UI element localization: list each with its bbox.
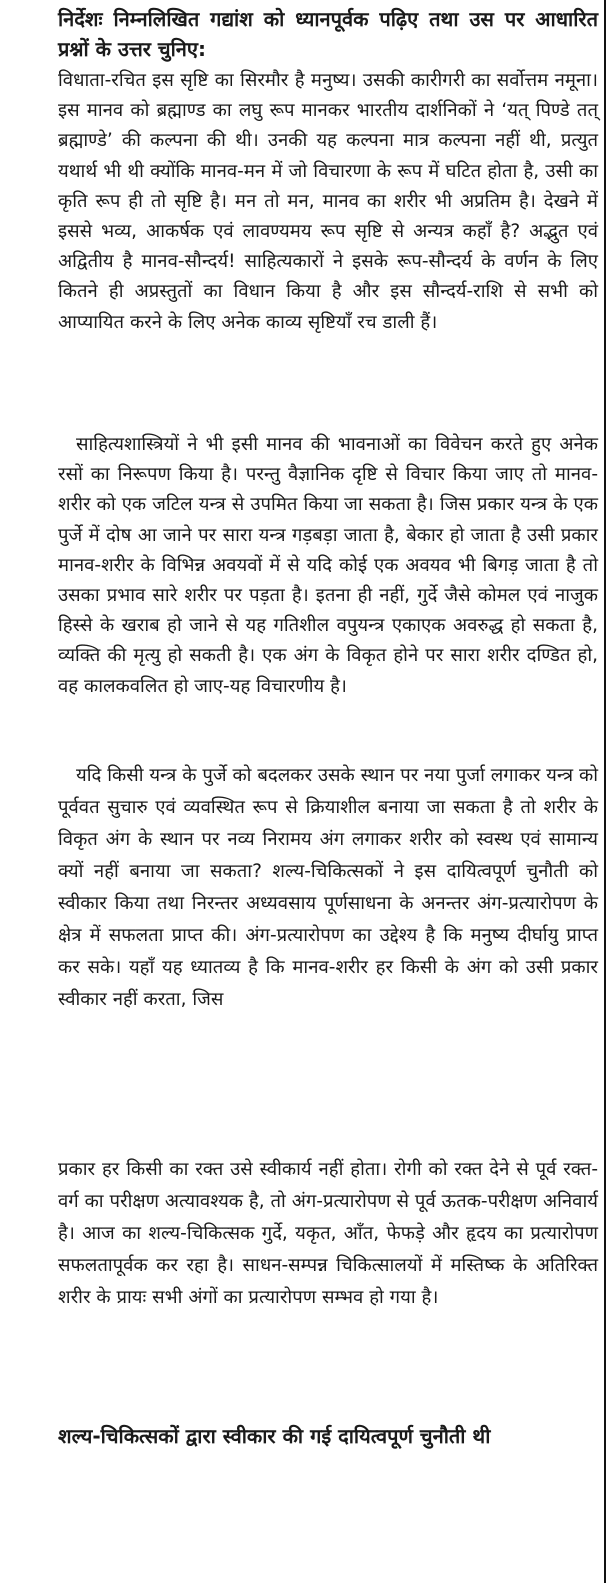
passage-paragraph-1: विधाता-रचित इस सृष्टि का सिरमौर है मनुष्य। उसकी कारीगरी का सर्वोत्तम नमूना। इस मानव को ब्रह्माण्ड का लघु रूप मानकर भारतीय दार्शनिकों ने ‘यत् पिण्डे तत् ब्रह्माण्डे’ की कल्पना की थी। उनकी यह कल्पना मात्र कल्पना नहीं थी, प्रत्युत यथार्थ भी थी क्योंकि मानव-मन में जो विचारणा के रूप में घटित होता है, उसी का कृति रूप ही तो सृष्टि है। मन तो मन, मानव का शरीर भी अप्रतिम है। देखने में इससे भव्य, आकर्षक एवं लावण्यमय रूप सृष्टि से अन्यत्र कहाँ है? अद्भुत एवं अद्वितीय है मानव-सौन्दर्य! साहित्यकारों ने इसके रूप-सौन्दर्य के वर्णन के लिए कितने ही अप्रस्तुतों का विधान किया है और इस सौन्दर्य-राशि से सभी को आप्यायित करने के लिए अनेक काव्य सृष्टियाँ रच डाली हैं।: [58, 70, 598, 333]
passage-paragraph-2: साहित्यशास्त्रियों ने भी इसी मानव की भावनाओं का विवेचन करते हुए अनेक रसों का निरूपण किया है। परन्तु वैज्ञानिक दृष्टि से विचार किया जाए तो मानव-शरीर को एक जटिल यन्त्र से उपमित किया जा सकता है। जिस प्रकार यन्त्र के एक पुर्जे में दोष आ जाने पर सारा यन्त्र गड़बड़ा जाता है, बेकार हो जाता है उसी प्रकार मानव-शरीर के विभिन्न अवयवों में से यदि कोई एक अवयव भी बिगड़ जाता है तो उसका प्रभाव सारे शरीर पर पड़ता है। इतना ही नहीं, गुर्दे जैसे कोमल एवं नाजुक हिस्से के खराब हो जाने से यह गतिशील वपुयन्त्र एकाएक अवरुद्ध हो सकता है, व्यक्ति की मृत्यु हो सकती है। एक अंग के विकृत होने पर सारा शरीर दण्डित हो, वह कालकवलित हो जाए-यह विचारणीय है।: [58, 434, 598, 697]
question-text: शल्य-चिकित्सकों द्वारा स्वीकार की गई दायित्वपूर्ण चुनौती थी: [58, 1424, 491, 1448]
passage-paragraph-3-continued: प्रकार हर किसी का रक्त उसे स्वीकार्य नहीं होता। रोगी को रक्त देने से पूर्व रक्त-वर्ग का परीक्षण अत्यावश्यक है, तो अंग-प्रत्यारोपण से पूर्व ऊतक-परीक्षण अनिवार्य है। आज का शल्य-चिकित्सक गुर्दे, यकृत, आँत, फेफड़े और हृदय का प्रत्यारोपण सफलतापूर्वक कर रहा है। साधन-सम्पन्न चिकित्सालयों में मस्तिष्क के अतिरिक्त शरीर के प्रायः सभी अंगों का प्रत्यारोपण सम्भव हो गया है।: [58, 1159, 598, 1308]
passage-paragraph-3: यदि किसी यन्त्र के पुर्जे को बदलकर उसके स्थान पर नया पुर्जा लगाकर यन्त्र को पूर्ववत सुचारु एवं व्यवस्थित रूप से क्रियाशील बनाया जा सकता है तो शरीर के विकृत अंग के स्थान पर नव्य निरामय अंग लगाकर शरीर को स्वस्थ एवं सामान्य क्यों नहीं बनाया जा सकता? शल्य-चिकित्सकों ने इस दायित्वपूर्ण चुनौती को स्वीकार किया तथा निरन्तर अध्यवसाय पूर्णसाधना के अनन्तर अंग-प्रत्यारोपण के क्षेत्र में सफलता प्राप्त की। अंग-प्रत्यारोपण का उद्देश्य है कि मनुष्य दीर्घायु प्राप्त कर सके। यहाँ यह ध्यातव्य है कि मानव-शरीर हर किसी के अंग को उसी प्रकार स्वीकार नहीं करता, जिस: [58, 765, 599, 1010]
instruction-heading: निर्देशः निम्नलिखित गद्यांश को ध्यानपूर्वक पढ़िए तथा उस पर आधारित प्रश्नों के उत्तर चुनिए:: [58, 7, 598, 61]
column-divider: [604, 0, 606, 1583]
